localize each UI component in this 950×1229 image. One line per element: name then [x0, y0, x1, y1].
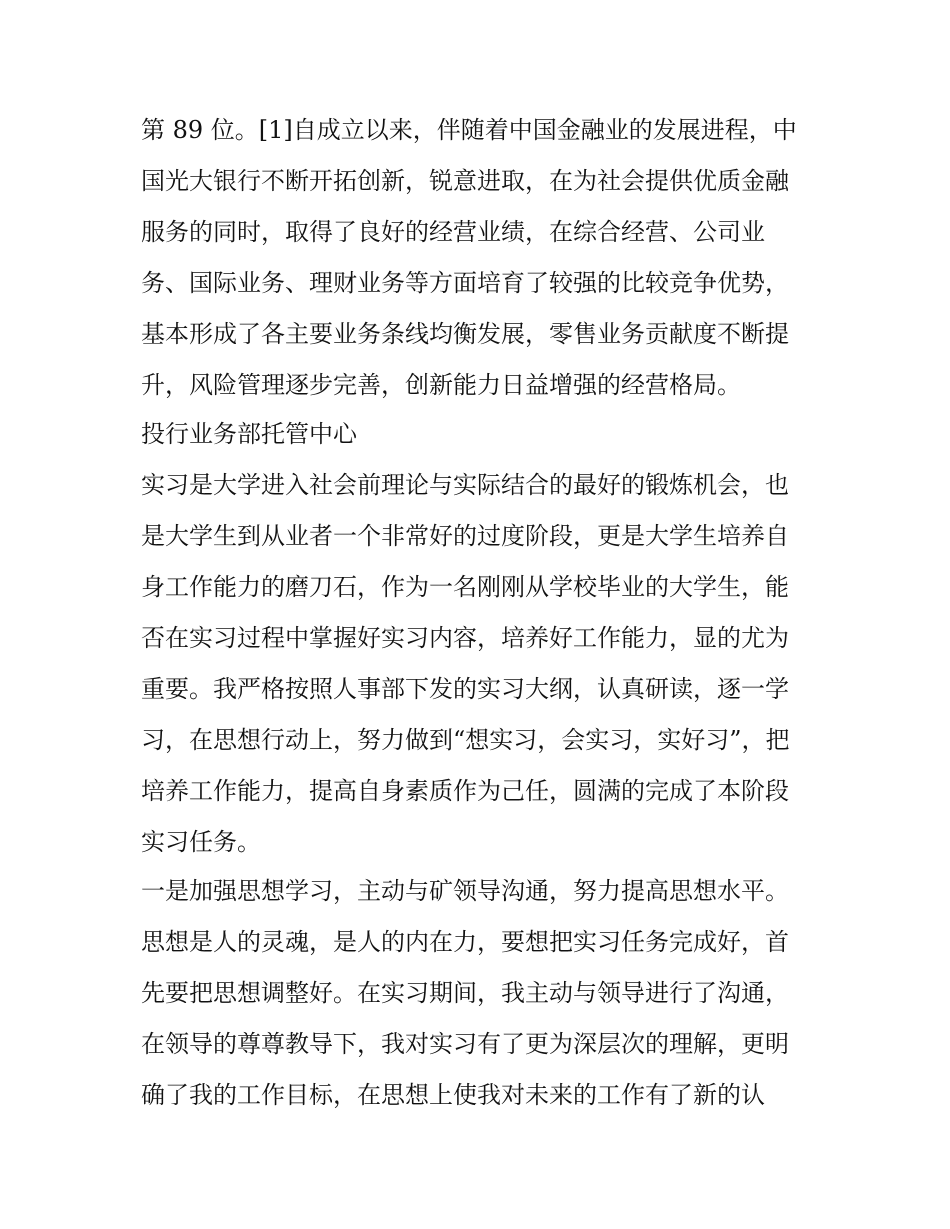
text-line: 实习是大学进入社会前理论与实际结合的最好的锻炼机会，也 — [141, 471, 789, 499]
text-line: 培养工作能力，提高自身素质作为己任，圆满的完成了本阶段 — [141, 777, 789, 805]
text-line: 第 89 位。[1]自成立以来，伴随着中国金融业的发展进程，中 — [141, 116, 797, 144]
text-line: 习，在思想行动上，努力做到“想实习，会实习，实好习”，把 — [141, 726, 790, 754]
text-line: 思想是人的灵魂，是人的内在力，要想把实习任务完成好，首 — [141, 928, 789, 956]
text-line: 身工作能力的磨刀石，作为一名刚刚从学校毕业的大学生，能 — [141, 573, 789, 601]
text-line: 在领导的尊尊教导下，我对实习有了更为深层次的理解，更明 — [141, 1030, 789, 1058]
text-line: 一是加强思想学习，主动与矿领导沟通，努力提高思想水平。 — [141, 877, 789, 905]
text-line: 升，风险管理逐步完善，创新能力日益增强的经营格局。 — [141, 371, 741, 399]
text-line: 重要。我严格按照人事部下发的实习大纲，认真研读，逐一学 — [141, 675, 789, 703]
text-line: 基本形成了各主要业务条线均衡发展，零售业务贡献度不断提 — [141, 320, 789, 348]
text-line: 务、国际业务、理财业务等方面培育了较强的比较竞争优势， — [141, 269, 789, 297]
text-line: 服务的同时，取得了良好的经营业绩，在综合经营、公司业 — [141, 218, 765, 246]
text-line: 否在实习过程中掌握好实习内容，培养好工作能力，显的尤为 — [141, 624, 789, 652]
text-line: 国光大银行不断开拓创新，锐意进取，在为社会提供优质金融 — [141, 167, 789, 195]
section-heading: 投行业务部托管中心 — [141, 420, 357, 448]
text-line: 先要把思想调整好。在实习期间，我主动与领导进行了沟通， — [141, 979, 789, 1007]
text-line: 是大学生到从业者一个非常好的过度阶段，更是大学生培养自 — [141, 522, 789, 550]
text-line: 确了我的工作目标，在思想上使我对未来的工作有了新的认 — [141, 1081, 765, 1109]
text-line: 实习任务。 — [141, 828, 261, 856]
